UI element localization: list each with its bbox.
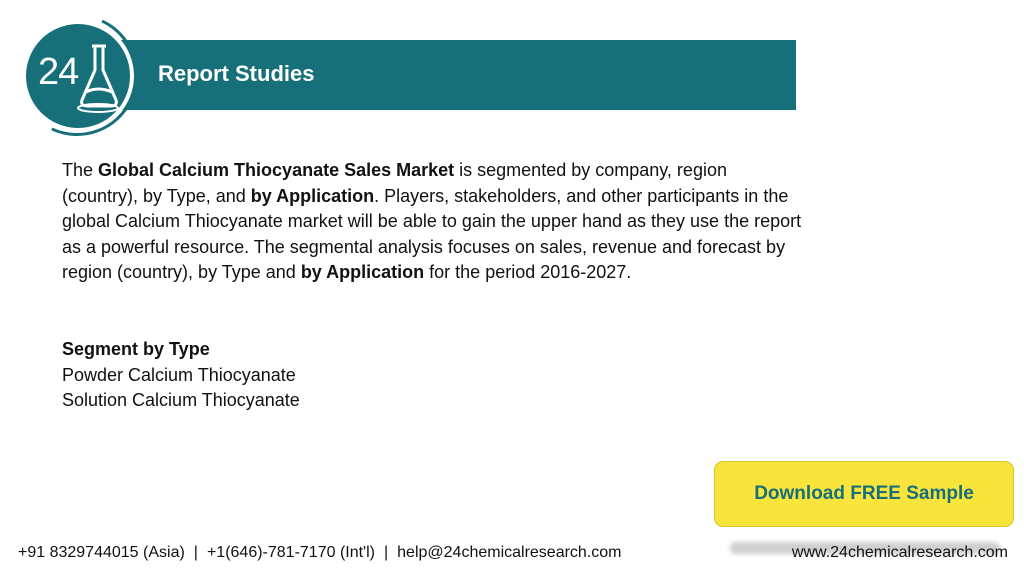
website-link[interactable]: www.24chemicalresearch.com [791,544,1008,561]
footer-separator: | [193,544,198,561]
segment-item: Solution Calcium Thiocyanate [62,390,300,410]
logo-text: 24 [38,51,79,93]
segment-section [62,337,300,414]
market-name: Global Calcium Thiocyanate Sales Market [98,160,455,180]
footer-contacts [18,542,622,564]
segment-item: Powder Calcium Thiocyanate [62,364,296,385]
intro-text-1: The [62,160,99,180]
intro-text-4: for the period 2016-2027. [424,262,632,282]
intro-text-2: is segmented by company, region (country), by Type, and [62,160,727,206]
footer-separator: | [384,544,389,561]
by-application-2: by Application [300,262,425,282]
phone-intl[interactable]: +1(646)-781-7170 (Int'l) [206,544,375,561]
flask-icon [76,42,122,114]
segment-title: Segment by Type [62,339,210,359]
intro-text-3: . Players, stakeholders, and other participants in the global Calcium Thiocyanate market will be able to gain the upper hand as they use the report as a powerful resource. The segmental analysis focuses on sales, revenue and forecast by region (country), by Type and [62,185,802,282]
page-title: Report Studies [158,61,315,86]
company-logo [22,20,142,130]
phone-asia[interactable]: +91 8329744015 (Asia) [18,544,185,561]
email-link[interactable]: help@24chemicalresearch.com [397,544,622,561]
by-application-1: by Application [250,185,375,206]
download-sample-button[interactable]: Download FREE Sample [714,461,1014,527]
intro-paragraph [62,158,802,286]
